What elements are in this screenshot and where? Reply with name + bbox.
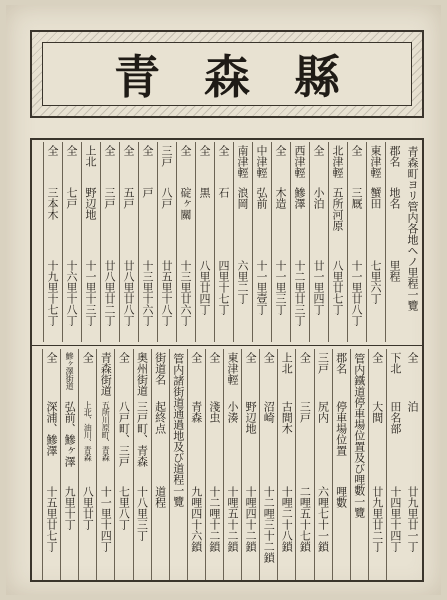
lower-cell: 十八里三丁: [135, 486, 149, 541]
upper-column: [404, 142, 421, 342]
upper-cell: 十九里十七丁: [46, 260, 59, 326]
upper-cell: 上北: [84, 145, 97, 167]
lower-cell: 野辺地: [244, 401, 258, 434]
title-frame: [42, 42, 412, 106]
upper-cell: 全: [65, 145, 78, 156]
lower-cell: 十哩四十二鎖: [244, 486, 258, 552]
upper-cell: 三戸: [160, 145, 173, 167]
upper-cell: 全: [274, 145, 287, 156]
lower-column: [295, 349, 313, 580]
upper-cell: 三厩: [350, 187, 363, 209]
lower-cell: 十一里十四丁: [99, 486, 113, 552]
lower-cell: 全: [298, 352, 312, 363]
upper-cell: 全: [312, 145, 325, 156]
upper-column: [290, 142, 308, 342]
upper-column: [328, 142, 346, 342]
upper-cell: 東津輕: [369, 145, 382, 178]
lower-column: [404, 349, 421, 580]
upper-cell: 廿一里四丁: [312, 260, 325, 315]
lower-column: [60, 349, 78, 580]
lower-cell: 道程: [153, 486, 167, 508]
upper-cell: 黒: [198, 187, 211, 198]
lower-column: [133, 349, 151, 580]
upper-cell: 南津輕: [236, 145, 249, 178]
lower-cell: 田名部: [388, 401, 402, 434]
upper-column: [176, 142, 194, 342]
lower-cell: 淺虫: [207, 401, 221, 423]
upper-cell: 十二里廿三丁: [293, 260, 306, 326]
lower-column: [78, 349, 96, 580]
upper-column: [385, 142, 403, 342]
lower-cell: 十四里十四丁: [388, 486, 402, 552]
lower-column: [350, 349, 368, 580]
upper-cell: 弘前: [255, 187, 268, 209]
upper-column: [81, 142, 99, 342]
lower-column: [386, 349, 404, 580]
upper-column: [347, 142, 365, 342]
upper-cell: 郡名: [388, 145, 401, 167]
lower-cell: 十哩五十二鎖: [226, 486, 239, 552]
lower-cell: 二哩五十七鎖: [298, 486, 312, 552]
lower-cell: 十二哩十二鎖: [207, 486, 221, 552]
lower-column: [151, 349, 169, 580]
upper-cell: 碇ヶ關: [179, 187, 192, 220]
lower-cell: 全: [189, 352, 203, 363]
upper-column: [157, 142, 175, 342]
lower-cell: 奥州街道: [135, 352, 149, 396]
upper-cell: 木造: [274, 187, 287, 209]
upper-cell: 三戸: [103, 187, 116, 209]
upper-heading: 青森町ヨリ管内各地ヘノ里程一覽: [406, 146, 419, 311]
lower-cell: 尻内: [316, 401, 330, 423]
lower-cell: 古間木: [280, 401, 294, 434]
lower-cell: 上北、油川、青森: [83, 401, 93, 461]
lower-column: [169, 349, 187, 580]
upper-cell: 全: [103, 145, 116, 156]
lower-cell: 九里十丁: [63, 486, 77, 530]
lower-heading: 管内諸街道通過地及び道程一覽: [171, 353, 185, 507]
lower-cell: 泊: [406, 401, 419, 412]
upper-cell: 八里廿七丁: [331, 260, 344, 315]
upper-column: [195, 142, 213, 342]
upper-cell: 鰺澤: [293, 187, 306, 209]
lower-cell: 八戸町、三戸: [117, 401, 131, 467]
lower-cell: 青森: [189, 401, 203, 423]
upper-column: [62, 142, 80, 342]
upper-column: [214, 142, 232, 342]
upper-cell: 浪岡: [236, 187, 249, 209]
lower-cell: 三戸: [316, 352, 330, 374]
upper-column: [233, 142, 251, 342]
lower-cell: 深浦、鰺澤: [45, 401, 58, 456]
upper-cell: 全: [46, 145, 59, 156]
lower-column: [332, 349, 350, 580]
lower-column: [42, 349, 60, 580]
lower-cell: 弘前、鰺ヶ澤: [63, 401, 77, 467]
upper-column: [271, 142, 289, 342]
upper-column: [138, 142, 156, 342]
lower-cell: 全: [45, 352, 58, 363]
lower-cell: 小湊: [226, 401, 239, 423]
lower-column: [314, 349, 332, 580]
lower-cell: 大間: [370, 401, 384, 423]
title-banner: [30, 30, 424, 118]
upper-cell: 北津輕: [331, 145, 344, 178]
upper-cell: 五戸: [122, 187, 135, 209]
lower-cell: 全: [244, 352, 258, 363]
upper-cell: 七里六丁: [369, 260, 382, 304]
upper-cell: 地名: [388, 187, 401, 209]
upper-cell: 西津輕: [293, 145, 306, 178]
lower-cell: 全: [406, 352, 419, 363]
upper-cell: 石: [217, 187, 230, 198]
upper-cell: 野辺地: [84, 187, 97, 220]
lower-cell: 八里廿丁: [81, 486, 95, 530]
upper-cell: 十一里三丁: [274, 260, 287, 315]
upper-column: [43, 142, 61, 342]
upper-cell: 廿八里廿八丁: [122, 260, 135, 326]
upper-cell: 中津輕: [255, 145, 268, 178]
lower-column: [96, 349, 114, 580]
upper-cell: 全: [350, 145, 363, 156]
lower-cell: 十五里廿七丁: [45, 486, 58, 552]
lower-cell: 郡名: [334, 352, 348, 374]
upper-cell: 十一里廿八丁: [350, 260, 363, 326]
lower-cell: 沼崎: [262, 401, 276, 423]
lower-column: [259, 349, 277, 580]
lower-cell: 下北: [388, 352, 402, 374]
lower-cell: 哩數: [334, 486, 348, 508]
lower-cell: 六哩七十一鎖: [316, 486, 330, 552]
upper-cell: 廿五里十八丁: [160, 260, 173, 326]
lower-column: [205, 349, 223, 580]
lower-cell: 十哩二十八鎖: [280, 486, 294, 552]
lower-column: [368, 349, 386, 580]
upper-cell: 全: [122, 145, 135, 156]
lower-column: [241, 349, 259, 580]
upper-column: [100, 142, 118, 342]
upper-cell: 十三里十六丁: [141, 260, 154, 326]
lower-heading: 管内鐵道停車場位置及び哩數一覽: [352, 353, 366, 518]
upper-cell: 八里廿四丁: [198, 260, 211, 315]
upper-cell: 蟹田: [369, 187, 382, 209]
lower-cell: 街道名: [153, 352, 167, 385]
upper-cell: 四里十七丁: [217, 260, 230, 315]
lower-cell: 全: [262, 352, 276, 363]
upper-column: [309, 142, 327, 342]
lower-column: [187, 349, 205, 580]
lower-cell: 三戸: [298, 401, 312, 423]
upper-cell: 十一里十三丁: [84, 260, 97, 326]
upper-cell: 三本木: [46, 187, 59, 220]
lower-cell: 起終点: [153, 401, 167, 434]
lower-cell: 東津輕: [226, 352, 239, 385]
upper-cell: 五所河原: [331, 187, 344, 231]
upper-cell: 里程: [388, 260, 401, 282]
upper-cell: 全: [141, 145, 154, 156]
upper-cell: 六里二丁: [236, 260, 249, 304]
lower-column: [114, 349, 132, 580]
lower-cell: 全: [207, 352, 221, 363]
upper-cell: 全: [179, 145, 192, 156]
lower-column: [223, 349, 241, 580]
document-page: [6, 5, 441, 595]
lower-cell: 青森街道: [99, 352, 113, 396]
upper-cell: 全: [198, 145, 211, 156]
page-title: 青森縣: [114, 50, 384, 104]
lower-cell: 全: [81, 352, 95, 363]
upper-column: [252, 142, 270, 342]
lower-cell: 上北: [280, 352, 294, 374]
upper-cell: 七戸: [65, 187, 78, 209]
mileage-table: [30, 138, 424, 582]
upper-cell: 十六里十八丁: [65, 260, 78, 326]
lower-cell: 九哩四十六鎖: [189, 486, 203, 552]
lower-cell: 鰺ヶ澤街道: [65, 352, 75, 390]
lower-column: [277, 349, 295, 580]
lower-cell: 全: [117, 352, 131, 363]
upper-cell: 廿八里廿二丁: [103, 260, 116, 326]
lower-cell: 十二哩三十二鎖: [262, 486, 276, 563]
upper-cell: 八戸: [160, 187, 173, 209]
upper-cell: 戸: [141, 187, 154, 198]
upper-cell: 全: [217, 145, 230, 156]
upper-cell: 小泊: [312, 187, 325, 209]
lower-cell: 五所川原町、青森: [101, 401, 111, 461]
lower-cell: 停車場位置: [334, 401, 348, 456]
section-divider: [32, 345, 422, 346]
lower-cell: 廿九里廿一丁: [406, 486, 419, 552]
lower-cell: 全: [370, 352, 384, 363]
lower-cell: 廿九里廿二丁: [370, 486, 384, 552]
lower-cell: 七里八丁: [117, 486, 131, 530]
upper-cell: 十一里壹丁: [255, 260, 268, 315]
upper-column: [119, 142, 137, 342]
upper-column: [366, 142, 384, 342]
lower-cell: 三戸町、青森: [135, 401, 149, 467]
upper-cell: 十三里廿六丁: [179, 260, 192, 326]
